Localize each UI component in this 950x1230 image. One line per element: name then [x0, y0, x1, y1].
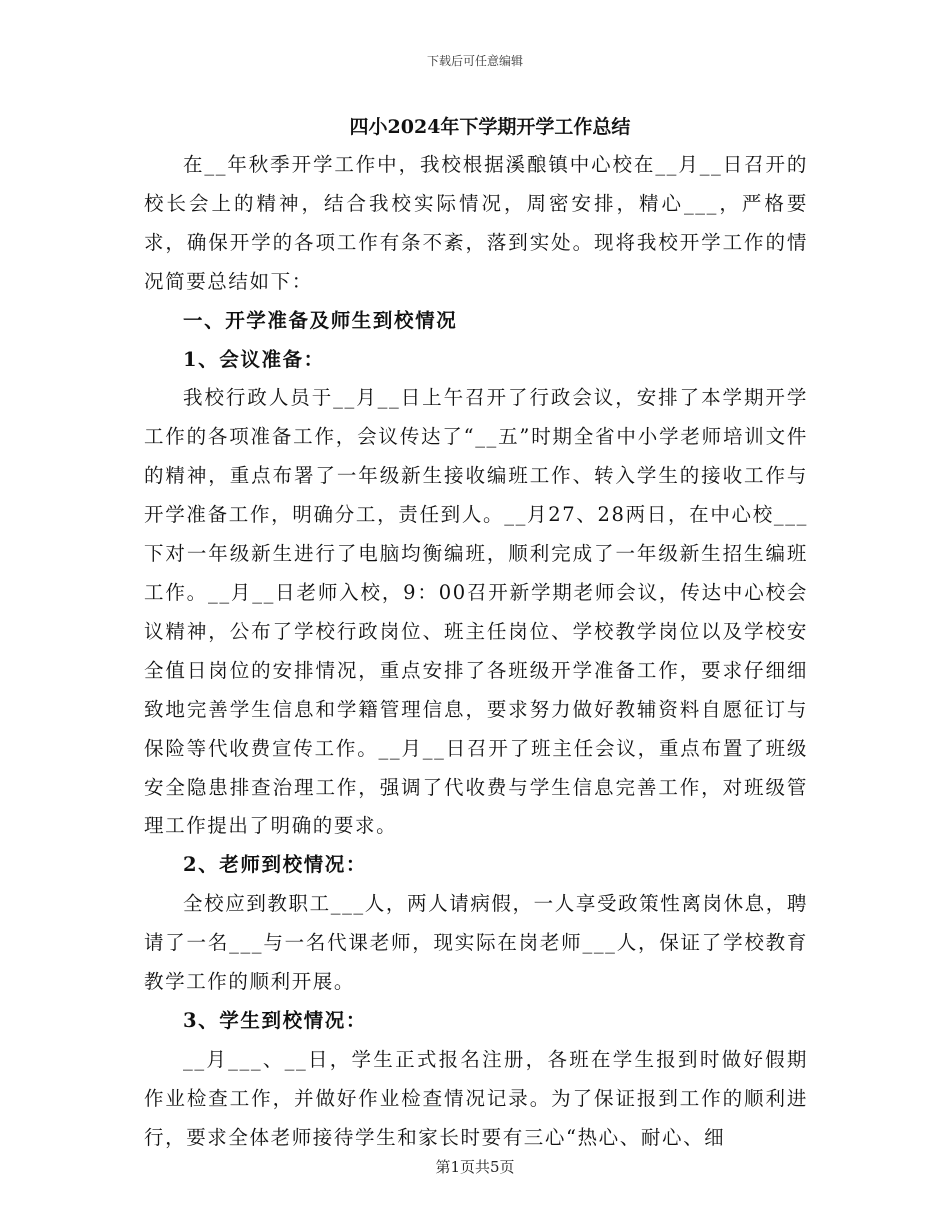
subsection-2-paragraph: 全校应到教职工___人，两人请病假，一人享受政策性离岗休息，聘请了一名___与一名代课老师，现实际在岗老师___人，保证了学校教育教学工作的顺利开展。 — [144, 892, 808, 994]
subsection-3-heading: 3、学生到校情况： — [183, 1008, 367, 1032]
subsection-1-heading: 1、会议准备： — [183, 347, 325, 371]
subsection-2-heading: 2、老师到校情况： — [183, 853, 367, 877]
subsection-3-paragraph: __月___、__日，学生正式报名注册，各班在学生报到时做好假期作业检查工作，并做好作业检查情况记录。为了保证报到工作的顺利进行，要求全体老师接待学生和家长时要有三心“热心、耐心、细 — [144, 1047, 808, 1149]
document-body — [144, 146, 808, 1158]
section-1-heading: 一、开学准备及师生到校情况 — [183, 308, 458, 332]
subsection-1-paragraph: 我校行政人员于__月__日上午召开了行政会议，安排了本学期开学工作的各项准备工作，会议传达了“__五”时期全省中小学老师培训文件的精神，重点布署了一年级新生接收编班工作、转入学生的接收工作与开学准备工作，明确分工，责任到人。__月27、28两日，在中心校___下对一年级新生进行了电脑均衡编班，顺利完成了一年级新生招生编班工作。__月__日老师入校，9：00召开新学期老师会议，传达中心校会议精神，公布了学校行政岗位、班主任岗位、学校教学岗位以及学校安全值日岗位的安排情况，重点安排了各班级开学准备工作，要求仔细细致地完善学生信息和学籍管理信息，要求努力做好教辅资料自愿征订与保险等代收费宣传工作。__月__日召开了班主任会议，重点布置了班级安全隐患排查治理工作，强调了代收费与学生信息完善工作，对班级管理工作提出了明确的要求。 — [144, 386, 808, 838]
page-footer-number: 第1页共5页 — [435, 1158, 515, 1176]
intro-paragraph: 在__年秋季开学工作中，我校根据溪酿镇中心校在__月__日召开的校长会上的精神，结合我校实际情况，周密安排，精心___，严格要求，确保开学的各项工作有条不紊，落到实处。现将我校开学工作的情况简要总结如下： — [144, 153, 808, 293]
document-title: 四小2024年下学期开学工作总结 — [349, 116, 631, 138]
page-header-note: 下载后可任意编辑 — [426, 54, 523, 68]
